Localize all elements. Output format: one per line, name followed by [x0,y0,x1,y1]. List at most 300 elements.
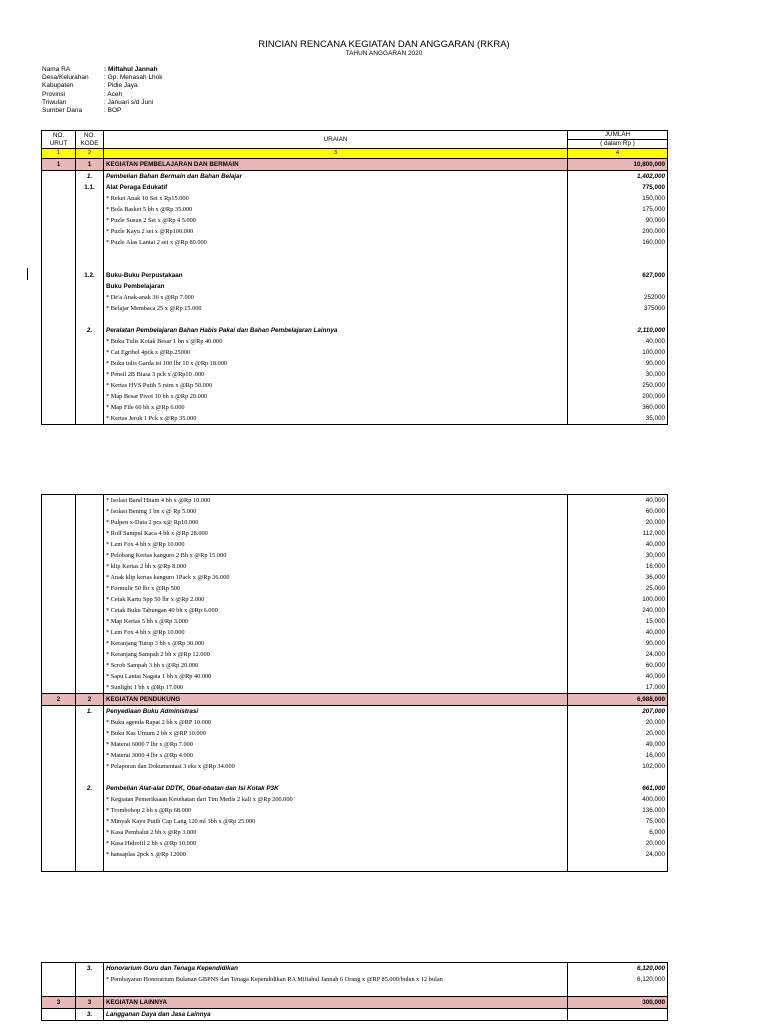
cell-jumlah [568,1009,668,1021]
table-row [42,728,668,739]
cell-no-kode: 3 [76,997,104,1009]
cell-uraian: Pembelian Alat-alat DDTK, Obat-obatan dan Isi Kotak P3K [104,783,568,794]
table-row [42,638,668,649]
cell-uraian: Langganan Daya dan Jasa Lainnya [104,1009,568,1021]
cell-uraian: * Puzle Susun 2 Set x @Rp 4 5.000 [104,215,568,226]
cell-uraian: KEGIATAN PENDUKUNG [104,694,568,706]
cell-no-urut [42,561,76,572]
header-dalam-rp: ( dalam Rp ) [568,140,668,149]
cell-no-urut [42,550,76,561]
cell-jumlah: 15,000 [568,616,668,627]
cell-jumlah: 90,000 [568,358,668,369]
cell-jumlah: 40,000 [568,336,668,347]
cell-uraian: * Trombohop 2 bh x @Rp 68.000 [104,805,568,816]
cell-jumlah [568,860,668,872]
info-row [42,91,163,99]
cell-no-kode: 2. [76,325,104,336]
cell-uraian: * Lem Fox 4 bh x @Rp 10.000 [104,627,568,638]
cell-no-kode [76,215,104,226]
cell-jumlah: 20,000 [568,728,668,739]
info-row [42,82,163,90]
section-row [42,159,668,171]
cell-jumlah: 2,110,000 [568,325,668,336]
cell-jumlah: 775,000 [568,182,668,193]
blank-row [42,259,668,270]
cell-jumlah: 20,000 [568,517,668,528]
blank-row [42,860,668,872]
cell-no-urut [42,706,76,718]
cell-uraian: * klip Kertas 2 bh x @Rp 8.000 [104,561,568,572]
info-label: Nama RA [42,66,71,73]
cell-no-urut [42,974,76,985]
cell-no-urut [42,292,76,303]
cell-no-urut [42,849,76,860]
cell-jumlah: 10,800,000 [568,159,668,171]
cell-no-kode [76,528,104,539]
cell-no-kode [76,827,104,838]
cell-no-kode [76,314,104,325]
cell-jumlah: 240,000 [568,605,668,616]
table-row [42,336,668,347]
table-row [42,660,668,671]
cell-no-kode: 1 [76,159,104,171]
table-row [42,358,668,369]
cell-no-kode [76,860,104,872]
cell-no-urut [42,838,76,849]
table-row [42,583,668,594]
cell-jumlah [568,281,668,292]
table-row [42,506,668,517]
cell-no-urut [42,314,76,325]
info-label: Kabupaten [42,82,74,90]
cell-no-kode [76,281,104,292]
document-title: RINCIAN RENCANA KEGIATAN DAN ANGGARAN (RKRA) [258,39,510,50]
cell-no-kode [76,794,104,805]
header-uraian: URAIAN [104,131,568,149]
cell-uraian: * Roll Sampul Kaca 4 bh x @Rp 28.000 [104,528,568,539]
cell-no-kode [76,572,104,583]
cell-no-urut [42,660,76,671]
cell-jumlah: 49,000 [568,739,668,750]
cell-jumlah: 1,402,000 [568,171,668,183]
cell-no-urut: 3 [42,997,76,1009]
cell-no-urut [42,204,76,215]
table-row [42,171,668,183]
cell-no-urut [42,182,76,193]
cell-no-urut [42,539,76,550]
cell-no-urut [42,794,76,805]
cell-uraian: * Pelobang Kertas kanguro 2 Bh x @Rp 15.000 [104,550,568,561]
table-row [42,616,668,627]
info-value: : Miftahul Jannah [104,66,158,73]
cell-jumlah: 100,000 [568,594,668,605]
cell-no-urut: 1 [42,159,76,171]
info-value: : Januari s/d Juni [104,98,154,106]
cell-uraian: * Keranjang Tutup 3 bh x @Rp 30.000 [104,638,568,649]
cell-uraian: * hansaplas 2pck x @Rp 12000 [104,849,568,860]
cell-jumlah: 661,000 [568,783,668,794]
cell-uraian [104,772,568,783]
table-row [42,517,668,528]
table-row [42,794,668,805]
table-row [42,761,668,772]
table-row [42,827,668,838]
cell-no-urut [42,671,76,682]
cell-jumlah: 36,000 [568,572,668,583]
cell-uraian: * Buku Kas Umum 2 bh x @RP 10.000 [104,728,568,739]
col-number-4: 4 [568,149,668,159]
cell-no-kode [76,772,104,783]
cell-no-urut [42,739,76,750]
cell-jumlah: 75,000 [568,816,668,827]
table-row [42,605,668,616]
cell-jumlah [568,772,668,783]
cell-jumlah: 20,000 [568,838,668,849]
blank-row [42,314,668,325]
cell-jumlah: 6,120,000 [568,974,668,985]
cell-jumlah: 60,000 [568,660,668,671]
cell-jumlah: 6,000 [568,827,668,838]
info-label: Sumber Dana [42,107,83,115]
cell-jumlah: 17,000 [568,682,668,694]
cell-no-kode [76,380,104,391]
cell-uraian: Penyediaan Buku Administrasi [104,706,568,718]
cell-no-urut [42,772,76,783]
cell-jumlah: 102,000 [568,761,668,772]
cell-no-kode: 2. [76,783,104,794]
cell-uraian: * Reket Anak 10 Set x Rp15.000 [104,193,568,204]
cell-no-kode [76,816,104,827]
cell-no-kode: 1. [76,706,104,718]
cell-jumlah: 136,000 [568,805,668,816]
cell-uraian: Buku-Buku Perpustakaan [104,270,568,281]
cell-no-kode [76,649,104,660]
cell-no-urut [42,270,76,281]
cell-jumlah: 627,000 [568,270,668,281]
cell-no-kode [76,226,104,237]
cell-uraian: Peralatan Pembelajaran Bahan Habis Pakai dan Bahan Pembelajaran Lainnya [104,325,568,336]
header-no-kode: NO. KODE [76,131,104,149]
table-row [42,380,668,391]
blank-row [42,248,668,259]
cell-no-kode [76,805,104,816]
cell-no-urut [42,215,76,226]
cell-no-kode [76,248,104,259]
section-row [42,997,668,1009]
cell-no-kode [76,985,104,997]
cell-no-urut: 2 [42,694,76,706]
cell-no-urut [42,171,76,183]
cell-no-urut [42,528,76,539]
table-row [42,528,668,539]
cell-no-urut [42,761,76,772]
cell-uraian: * Puzle Alas Lantai 2 set x @Rp 80.000 [104,237,568,248]
cell-no-urut [42,413,76,425]
info-block [42,66,163,115]
cell-no-urut [42,303,76,314]
cell-uraian [104,314,568,325]
budget-table-page-1 [41,130,668,425]
cell-uraian: * Belajar Membaca 25 x @Rp 15.000 [104,303,568,314]
cell-no-kode [76,638,104,649]
table-row [42,682,668,694]
header-jumlah: JUMLAH [568,131,668,140]
cell-no-urut [42,638,76,649]
cell-no-kode [76,259,104,270]
cell-uraian [104,259,568,270]
cell-jumlah: 60,000 [568,506,668,517]
cell-jumlah: 25,000 [568,583,668,594]
cell-uraian: * Pelaporan dan Dokumentasi 3 eks x @Rp 34.000 [104,761,568,772]
cell-no-kode [76,849,104,860]
cell-jumlah: 24,000 [568,649,668,660]
cell-jumlah: 175,000 [568,204,668,215]
cell-uraian: KEGIATAN PEMBELAJARAN DAN BERMAIN [104,159,568,171]
table-row [42,649,668,660]
cell-jumlah: 360,000 [568,402,668,413]
cell-uraian: * Isolasi Bening 1 bn x @ Rp 5.000 [104,506,568,517]
cell-no-kode [76,539,104,550]
cell-jumlah: 200,000 [568,226,668,237]
cell-uraian: * Kertas Jeruk 1 Pck x @Rp 35.000 [104,413,568,425]
cell-jumlah [568,985,668,997]
cell-jumlah [568,259,668,270]
cell-uraian: * Map Kertas 5 bh x @Rp 3.000 [104,616,568,627]
cell-jumlah: 112,000 [568,528,668,539]
cell-uraian: KEGIATAN LAINNYA [104,997,568,1009]
cell-uraian: * Minyak Kayu Putih Cap Lang 120 ml 3bh x @Rp 25.000 [104,816,568,827]
cell-no-kode: 1. [76,171,104,183]
table-row [42,750,668,761]
cell-uraian: * Formulir 50 lbr x @Rp 500 [104,583,568,594]
info-value: : BOP [104,107,122,115]
table-row [42,561,668,572]
cell-no-kode [76,739,104,750]
cell-jumlah: 207,000 [568,706,668,718]
cell-uraian: * Kertas HVS Putih 5 rsim x @Rp 50.000 [104,380,568,391]
cell-jumlah: 250,000 [568,380,668,391]
cell-no-urut [42,963,76,975]
cell-uraian: * Puzle Kayu 2 set x @Rp100.000 [104,226,568,237]
cell-no-kode [76,193,104,204]
cell-jumlah: 40,000 [568,495,668,507]
cell-jumlah: 35,000 [568,413,668,425]
cell-no-urut [42,728,76,739]
cell-uraian: * Isolasi Band Hitam 4 bh x @Rp 10.000 [104,495,568,507]
cell-uraian: * Cetak Kartu Spp 50 lbr x @Rp 2.000 [104,594,568,605]
cell-jumlah: 150,000 [568,193,668,204]
info-row [42,74,163,82]
cell-uraian: * Bola Basket 5 bh x @Rp 35.000 [104,204,568,215]
cell-uraian: * Kasa Pembalut 2 bh x @Rp 3.000 [104,827,568,838]
cell-uraian: * Keranjang Sampah 2 bh x @Rp 12.000 [104,649,568,660]
cell-no-urut [42,495,76,507]
cell-no-urut [42,594,76,605]
blank-row [42,985,668,997]
cell-no-kode [76,583,104,594]
cell-no-kode [76,402,104,413]
cell-no-kode [76,561,104,572]
table-row [42,838,668,849]
info-label: Triwulan [42,98,67,106]
cell-no-kode: 3. [76,1009,104,1021]
cell-no-urut [42,358,76,369]
cell-uraian: * Buku agenda Rapat 2 bh x @RP 10.000 [104,717,568,728]
cell-no-urut [42,649,76,660]
cell-no-urut [42,627,76,638]
cell-no-urut [42,616,76,627]
table-row [42,706,668,718]
cell-no-kode [76,671,104,682]
table-row [42,193,668,204]
cell-no-kode [76,550,104,561]
table-row [42,739,668,750]
budget-table-page-2 [41,494,668,872]
table-row [42,215,668,226]
cell-no-urut [42,783,76,794]
table-row [42,671,668,682]
cell-no-kode [76,750,104,761]
cell-uraian: * Materai 6000 7 lbr x @Rp 7.000 [104,739,568,750]
cell-uraian: * Cetak Buku Tabungan 40 bh x @Rp 6.000 [104,605,568,616]
info-label: Provinsi [42,90,66,98]
info-row [42,99,163,107]
table-row [42,270,668,281]
table-row [42,550,668,561]
cell-no-kode: 1.1. [76,182,104,193]
header-no-urut: NO. URUT [42,131,76,149]
cell-jumlah: 30,000 [568,369,668,380]
table-row [42,717,668,728]
cell-no-kode [76,413,104,425]
cell-uraian: * Scrob Sampah 3 bh x @Rp 20.000 [104,660,568,671]
cell-no-urut [42,193,76,204]
cell-jumlah: 40,000 [568,671,668,682]
col-number-1: 1 [42,149,76,159]
cell-no-urut [42,369,76,380]
cell-jumlah: 100,000 [568,347,668,358]
cell-no-kode [76,292,104,303]
cell-no-urut [42,281,76,292]
cell-no-kode [76,682,104,694]
cell-no-kode [76,336,104,347]
cell-no-urut [42,605,76,616]
table-row [42,281,668,292]
cell-no-urut [42,248,76,259]
cell-no-urut [42,402,76,413]
cell-uraian: Pembelian Bahan Bermain dan Bahan Belajar [104,171,568,183]
cell-no-kode: 2 [76,694,104,706]
cell-no-urut [42,237,76,248]
table-row [42,849,668,860]
cell-jumlah: 300,000 [568,997,668,1009]
cell-no-kode [76,303,104,314]
cell-uraian [104,860,568,872]
cell-jumlah: 90,000 [568,215,668,226]
cell-no-kode [76,594,104,605]
table-row [42,325,668,336]
cell-uraian [104,985,568,997]
cell-no-kode [76,717,104,728]
table-row [42,805,668,816]
cell-no-urut [42,827,76,838]
cell-no-kode: 3. [76,963,104,975]
table-row [42,226,668,237]
cell-uraian: Alat Peraga Edukatif [104,182,568,193]
cell-no-urut [42,391,76,402]
cell-no-kode [76,761,104,772]
cell-no-kode [76,506,104,517]
cell-uraian: * Pulpen x-Data 2 pcs x@ Rp10.000 [104,517,568,528]
cell-jumlah: 90,000 [568,638,668,649]
cell-no-kode [76,974,104,985]
table-row [42,495,668,507]
table-row [42,391,668,402]
cell-uraian: Buku Pembelajaran [104,281,568,292]
info-row [42,66,163,74]
blank-row [42,772,668,783]
cell-jumlah [568,314,668,325]
cell-uraian: * Pensil 2B Biasa 3 pck x @Rp10 .000 [104,369,568,380]
cell-no-urut [42,717,76,728]
cell-uraian: * Anak klip kertas kanguro 1Pack x @Rp 36.000 [104,572,568,583]
col-number-3: 3 [104,149,568,159]
col-number-2: 2 [76,149,104,159]
table-row [42,413,668,425]
info-value: : Aceh [104,90,123,98]
info-row [42,107,163,115]
cell-no-urut [42,517,76,528]
cell-no-kode [76,369,104,380]
cell-uraian: * Cat Egribel 4pck x @Rp.25000 [104,347,568,358]
cell-jumlah: 160,000 [568,237,668,248]
cell-jumlah: 400,000 [568,794,668,805]
cell-uraian: Honorarium Guru dan Tenaga Kependidikan [104,963,568,975]
text-cursor [27,268,28,280]
cell-no-urut [42,750,76,761]
cell-uraian: * Buku Tulis Kotak Besar 1 bn x @Rp 40.000 [104,336,568,347]
table-row [42,963,668,975]
cell-uraian [104,248,568,259]
cell-no-urut [42,506,76,517]
cell-uraian: * Map File 60 bh x @Rp 6.000 [104,402,568,413]
budget-table-page-3 [41,962,668,1021]
cell-jumlah: 252000 [568,292,668,303]
cell-no-urut [42,226,76,237]
cell-no-urut [42,682,76,694]
cell-jumlah: 20,000 [568,717,668,728]
cell-no-kode [76,728,104,739]
cell-no-urut [42,380,76,391]
cell-uraian: * Kasa Hidrofil 2 bh x @Rp 10.000 [104,838,568,849]
cell-jumlah: 200,000 [568,391,668,402]
table-row [42,1009,668,1021]
info-value: : Gp. Menasah Lhok [104,74,163,82]
cell-no-kode [76,358,104,369]
cell-uraian: * Sunlight 1 bh x @Rp 17.000 [104,682,568,694]
cell-uraian: * Lem Fox 4 bh x @Rp 10.000 [104,539,568,550]
table-row [42,594,668,605]
table-row [42,539,668,550]
cell-uraian: * Sapu Lantai Nagata 1 bh x @Rp 40.000 [104,671,568,682]
cell-jumlah [568,248,668,259]
cell-jumlah: 6,120,000 [568,963,668,975]
table-row [42,347,668,358]
table-row [42,816,668,827]
cell-no-kode [76,605,104,616]
info-value: : Pidie Jaya [104,82,138,90]
cell-jumlah: 375000 [568,303,668,314]
